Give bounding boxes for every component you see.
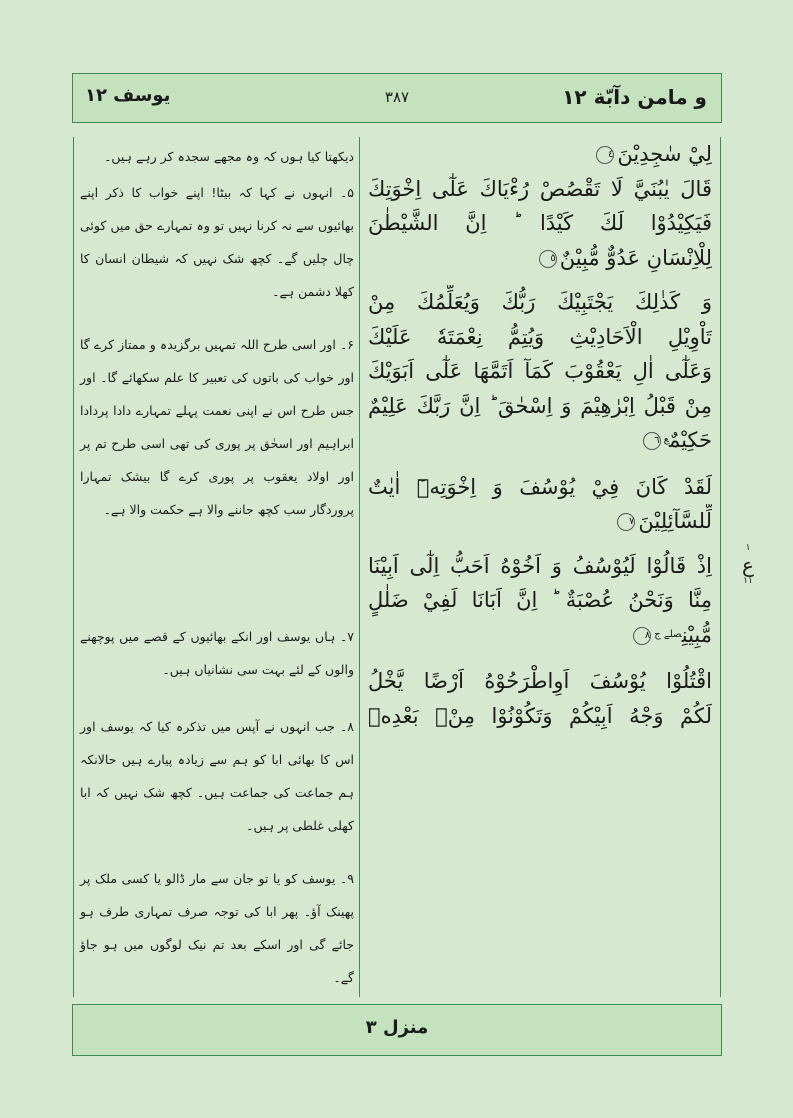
arabic-line: لِّلسَّآئِلِيْنَ٧ [368,504,712,539]
arabic-column [368,137,712,733]
arabic-line: اِذْ قَالُوْا لَيُوْسُفُ وَ اَخُوْهُ اَحَبُّ اِلٰٓى اَبِيْنَا [368,553,712,578]
page-number: ٣٨٧ [384,88,410,106]
pause-sign: ع [663,434,669,445]
arabic-line: مِنْ قَبْلُ اِبْرٰهِيْمَ وَ اِسْحٰقَ ؕ اِنَّ رَبَّكَ عَلِيْمٌ [368,393,712,418]
arabic-line: مِنَّا وَنَحْنُ عُصْبَةٌ ؕ اِنَّ اَبَانَا لَفِيْ ضَلٰلٍ [368,588,712,612]
pause-sign: صلے ج [654,628,682,640]
manzil-label: منزل ٣ [365,1017,429,1038]
arabic-line: وَ كَذٰلِكَ يَجْتَبِيْكَ رَبُّكَ وَيُعَلِّمُكَ مِنْ [368,290,712,314]
arabic-line: لِلْاِنْسَانِ عَدُوٌّ مُّبِيْنٌ٥ [368,241,712,276]
arabic-line: لَقَدْ كَانَ فِيْ يُوْسُفَ وَ اِخْوَتِهٖٓ اٰيٰتٌ [368,474,712,499]
surah-title: يوسف ١٢ [85,85,171,106]
arabic-line: حَكِيْمٌ$^ع$٦ [368,423,712,458]
urdu-block-verse-7: ۷۔ ہاں یوسف اور انکے بھائیوں کے قصے میں پوچھنے والوں کے لئے بہت سی نشانیاں ہیں۔ [80,629,354,677]
ruku-symbol: ع [742,553,754,577]
page-header [72,73,722,123]
arabic-line: قَالَ يٰبُنَيَّ لَا تَقْصُصْ رُءْيَاكَ عَلٰٓى اِخْوَتِكَ [368,176,712,201]
ruku-bottom-number: ١١ [743,576,753,586]
verse-end-marker: ٥ [539,250,557,268]
page-footer [72,1004,722,1056]
urdu-block-verse-6: ۶۔ اور اسی طرح اللہ تمہیں برگزیدہ و ممتاز کرے گا اور خواب کی باتوں کی تعبیر کا علم سکھائے گا۔ اور جس طرح اس نے اپنی نعمت پہلے تمہارے دادا پردادا ابراہیم اور اسحٰق پر پوری کی تھی اسی طرح تم پر اور اولاد یعقوب پر پوری کرے گا بیشک تمہارا پروردگار سب کچھ جاننے والا ہے حکمت والا ہے۔ [80,337,354,517]
urdu-block-verse-5: ۵۔ انہوں نے کہا کہ بیٹا! اپنے خواب کا ذکر اپنے بھائیوں سے نہ کرنا نہیں تو وہ تمہارے حق میں کوئی چال چلیں گے۔ کچھ شک نہیں کہ شیطان انسان کا کھلا دشمن ہے۔ [80,185,354,299]
arabic-line: مُّبِيْنِ$^{صلے ج}$٨ [368,618,712,653]
verse-end-marker: ٤ [596,146,614,164]
arabic-line: لِيْ سٰجِدِيْنَ٤ [368,137,712,172]
verse-end-marker: ٨ [633,627,651,645]
arabic-line: وَعَلٰٓى اٰلِ يَعْقُوْبَ كَمَآ اَتَمَّهَا عَلٰٓى اَبَوَيْكَ [368,359,712,383]
arabic-line: تَاْوِيْلِ الْاَحَادِيْثِ وَيُتِمُّ نِعْمَتَهٗ عَلَيْكَ [368,324,712,349]
verse-end-marker: ٦ [643,432,661,450]
ruku-marker [738,543,758,587]
urdu-block-verse-8: ۸۔ جب انہوں نے آپس میں تذکرہ کیا کہ یوسف اور اس کا بھائی ابا کو ہم سے زیادہ پیارے ہیں حالانکہ ہم جماعت کی جماعت ہیں۔ کچھ شک نہیں کہ ابا کھلی غلطی پر ہیں۔ [80,719,354,833]
arabic-line: فَيَكِيْدُوْا لَكَ كَيْدًا ؕ اِنَّ الشَّيْطٰنَ [368,211,712,235]
juz-title: و مامن دآبّة ١٢ [562,85,707,109]
verse-end-marker: ٧ [617,513,635,531]
ruku-top-number: ١ [745,543,751,553]
urdu-block-verse-4: دیکھتا کیا ہوں کہ وہ مجھے سجدہ کر رہے ہیں۔ [104,149,354,164]
arabic-line: اقْتُلُوْا يُوْسُفَ اَوِاطْرَحُوْهُ اَرْضًا يَّخْلُ [368,669,712,693]
arabic-line: لَكُمْ وَجْهُ اَبِيْكُمْ وَتَكُوْنُوْا مِنْۢ بَعْدِهٖ [368,703,712,728]
urdu-block-verse-9: ۹۔ یوسف کو یا تو جان سے مار ڈالو یا کسی ملک پر پھینک آؤ۔ پھر ابا کی توجہ صرف تمہاری طرف ہو جائے گی اور اسکے بعد تم نیک لوگوں میں ہو جاؤ گے۔ [80,871,354,985]
column-divider [359,137,360,997]
